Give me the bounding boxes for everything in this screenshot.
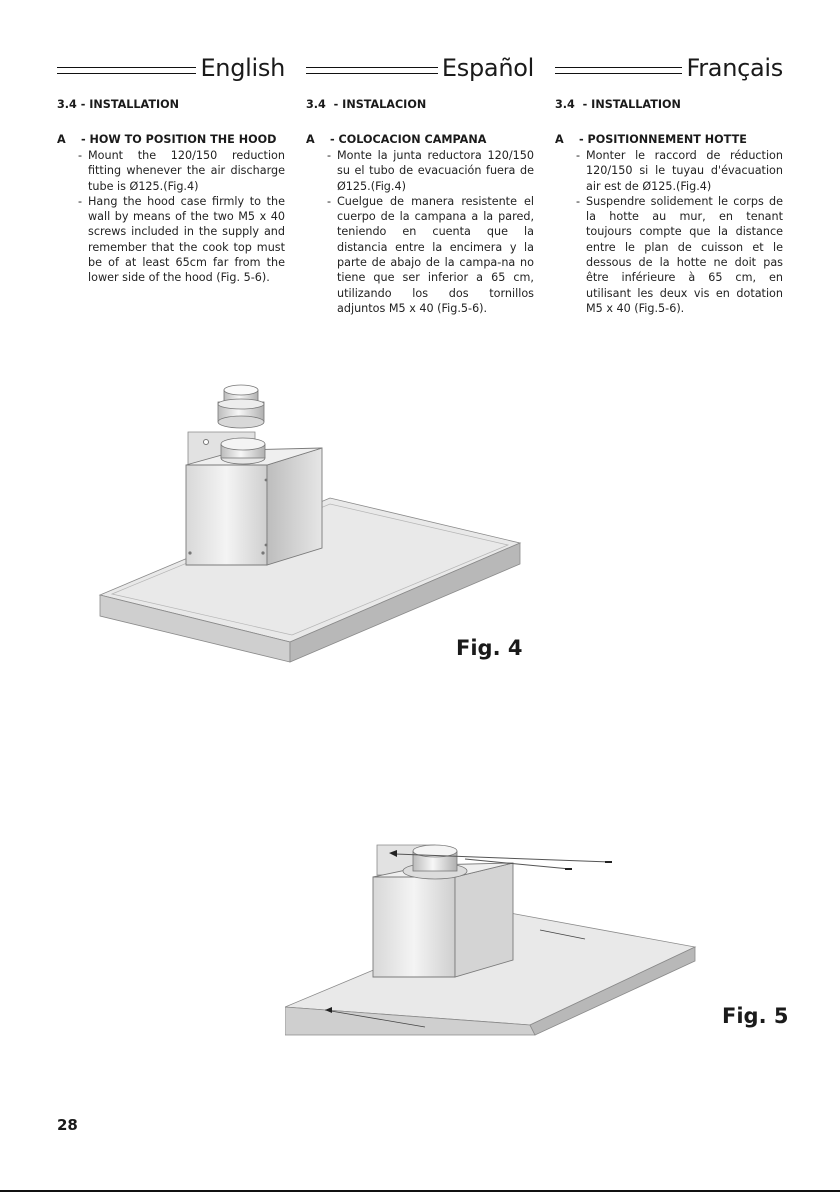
column-english <box>57 52 285 286</box>
subsection-letter: A <box>57 133 66 146</box>
language-header <box>306 52 534 84</box>
chimney-box-front <box>373 877 455 977</box>
subsection-title: - POSITIONNEMENT HOTTE <box>579 133 747 146</box>
instruction-step: - Mount the 120/150 reduction fitting whenever the air discharge tube is Ø125.(Fig.4) <box>88 148 285 194</box>
section-heading <box>306 98 534 111</box>
section-number: 3.4 - <box>306 98 339 111</box>
header-double-rule <box>57 67 196 74</box>
section-title: INSTALLATION <box>89 98 179 111</box>
header-double-rule <box>555 67 682 74</box>
column-french <box>555 52 783 316</box>
reduction-fitting-120-150 <box>218 385 264 428</box>
column-spanish <box>306 52 534 316</box>
section-number: 3.4 - <box>57 98 86 111</box>
instruction-step: - Monte la junta reductora 120/150 su el tubo de evacuación fuera de Ø125.(Fig.4) <box>337 148 534 194</box>
chimney-box-front <box>186 465 267 565</box>
section-title: INSTALLATION <box>591 98 681 111</box>
language-header <box>57 52 285 84</box>
subsection-title: - COLOCACION CAMPANA <box>330 133 487 146</box>
subsection-letter: A <box>555 133 564 146</box>
section-title: INSTALACION <box>342 98 427 111</box>
instruction-step: - Monter le raccord de réduction 120/150 si le tuyau d'évacuation air est de Ø125.(Fig.4) <box>586 148 783 194</box>
figure-5-label: Fig. 5 <box>722 1004 789 1028</box>
language-name: Français <box>686 54 783 82</box>
section-heading <box>555 98 783 111</box>
figure-5-hood-mounting-illustration <box>285 835 705 1040</box>
instruction-step: - Cuelgue de manera resistente el cuerpo de la campana a la pared, teniendo en cuenta que la distancia entre la encimera y la parte de abajo de la campa-na no tiene que ser inferior a 65 cm, utilizando los dos tornillos adjuntos M5 x 40 (Fig.5-6). <box>337 194 534 316</box>
header-double-rule <box>306 67 438 74</box>
subsection-heading <box>555 133 783 146</box>
instruction-list <box>306 148 534 316</box>
figure-4-label: Fig. 4 <box>456 636 523 660</box>
subsection-heading <box>306 133 534 146</box>
instruction-list <box>57 148 285 286</box>
instruction-step: - Hang the hood case firmly to the wall by means of the two M5 x 40 screws included in the supply and remember that the cook top must be of at least 65cm far from the lower side of the hood (Fig. 5-6). <box>88 194 285 286</box>
figure-4-hood-illustration <box>80 380 540 670</box>
subsection-title: - HOW TO POSITION THE HOOD <box>81 133 277 146</box>
language-name: English <box>200 54 285 82</box>
section-heading <box>57 98 285 111</box>
page-number: 28 <box>57 1116 78 1134</box>
language-name: Español <box>441 54 534 82</box>
chimney-box-side <box>455 863 513 977</box>
chimney-box-side <box>267 448 322 565</box>
subsection-letter: A <box>306 133 315 146</box>
language-header <box>555 52 783 84</box>
subsection-heading <box>57 133 285 146</box>
instruction-step: - Suspendre solidement le corps de la hotte au mur, en tenant toujours compte que la distance entre le plan de cuisson et le dessous de la hotte ne doit pas être inférieure à 65 cm, en utilisant les deux vis en dotation M5 x 40 (Fig.5-6). <box>586 194 783 316</box>
instruction-list <box>555 148 783 316</box>
section-number: 3.4 - <box>555 98 588 111</box>
